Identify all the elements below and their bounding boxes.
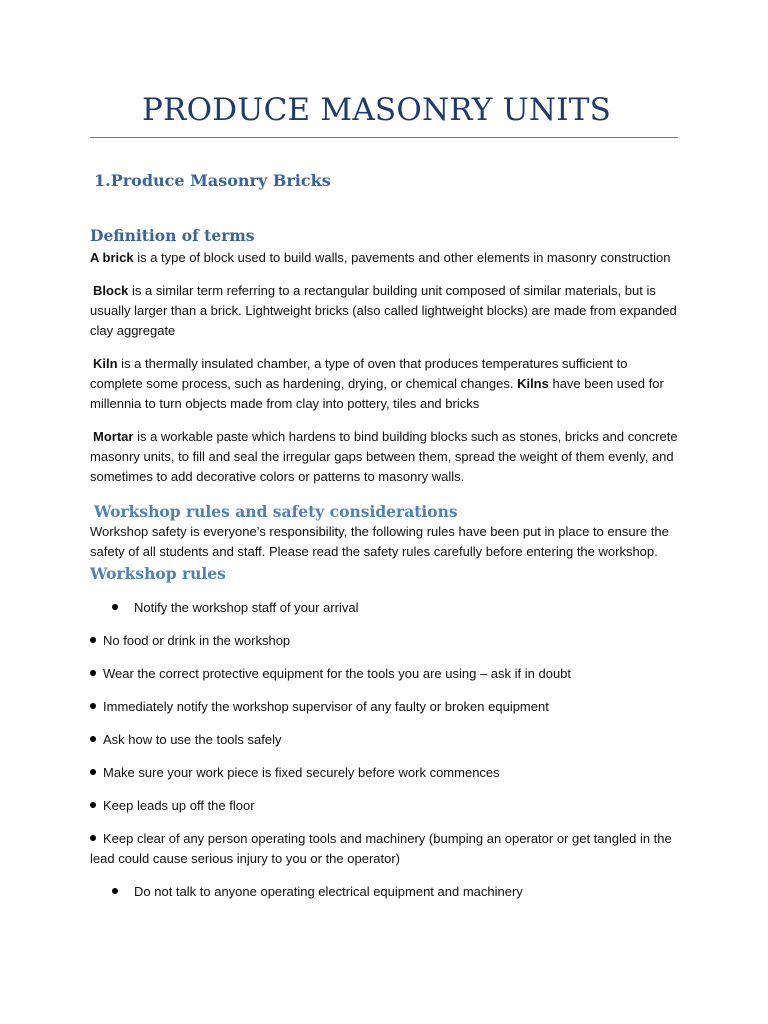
rule-item (90, 697, 680, 717)
definition-kilns-text: have been used for millennia to turn objects made from clay into pottery, tiles and bricks (90, 376, 664, 411)
rule-text: No food or drink in the workshop (103, 633, 291, 648)
rule-item (90, 796, 680, 816)
rule-item (90, 763, 680, 783)
definition-brick (90, 248, 680, 268)
rule-item (112, 882, 702, 902)
safety-heading: Workshop rules and safety considerations (94, 502, 458, 521)
rule-text: Do not talk to anyone operating electrical equipment and machinery (134, 884, 523, 899)
term-block: Block (93, 283, 129, 298)
rule-text: Keep leads up off the floor (103, 798, 255, 813)
page-title: PRODUCE MASONRY UNITS (142, 92, 612, 128)
definition-mortar-text: is a workable paste which hardens to bind building blocks such as stones, bricks and concrete masonry units, to fill and seal the irregular gaps between them, spread the weight of them evenly, and sometimes to add decorative colors or patterns to masonry walls. (90, 429, 678, 484)
definition-kiln-text: is a thermally insulated chamber, a type of oven that produces temperatures sufficient to complete some process, such as hardening, drying, or chemical changes. (90, 356, 628, 391)
term-mortar: Mortar (93, 429, 134, 444)
rule-text: Notify the workshop staff of your arrival (134, 600, 359, 615)
rule-item (112, 598, 702, 618)
rule-text: Immediately notify the workshop supervisor of any faulty or broken equipment (103, 699, 549, 714)
bullet-icon (90, 703, 96, 709)
term-kilns: Kilns (517, 376, 549, 391)
bullet-icon (112, 888, 118, 894)
rule-item (90, 631, 680, 651)
definition-kiln (90, 354, 680, 414)
bullet-icon (90, 769, 96, 775)
definitions-heading: Definition of terms (90, 226, 255, 245)
workshop-rules-heading: Workshop rules (90, 564, 226, 583)
rule-item (90, 829, 680, 869)
rule-item (90, 664, 680, 684)
term-kiln: Kiln (93, 356, 118, 371)
safety-intro: Workshop safety is everyone’s responsibility, the following rules have been put in place to ensure the safety of all students and staff. Please read the safety rules carefully before entering the workshop. (90, 524, 669, 559)
definition-block-text: is a similar term referring to a rectangular building unit composed of similar materials, but is usually larger than a brick. Lightweight bricks (also called lightweight blocks) are made from expanded clay aggregate (90, 283, 677, 338)
rule-text: Make sure your work piece is fixed securely before work commences (103, 765, 500, 780)
rule-item (90, 730, 680, 750)
definition-block (90, 281, 680, 341)
definition-brick-text: is a type of block used to build walls, pavements and other elements in masonry construction (133, 250, 671, 265)
bullet-icon (90, 670, 96, 676)
section-heading-bricks: 1.Produce Masonry Bricks (94, 171, 331, 190)
title-underline (90, 137, 678, 138)
bullet-icon (90, 835, 96, 841)
bullet-icon (90, 637, 96, 643)
term-brick: A brick (90, 250, 134, 265)
rule-text: Keep clear of any person operating tools and machinery (bumping an operator or get tangled in the lead could cause serious injury to you or the operator) (90, 831, 672, 866)
definition-mortar (90, 427, 680, 487)
bullet-icon (90, 802, 96, 808)
bullet-icon (112, 604, 118, 610)
rule-text: Ask how to use the tools safely (103, 732, 282, 747)
bullet-icon (90, 736, 96, 742)
rule-text: Wear the correct protective equipment for the tools you are using – ask if in doubt (103, 666, 572, 681)
